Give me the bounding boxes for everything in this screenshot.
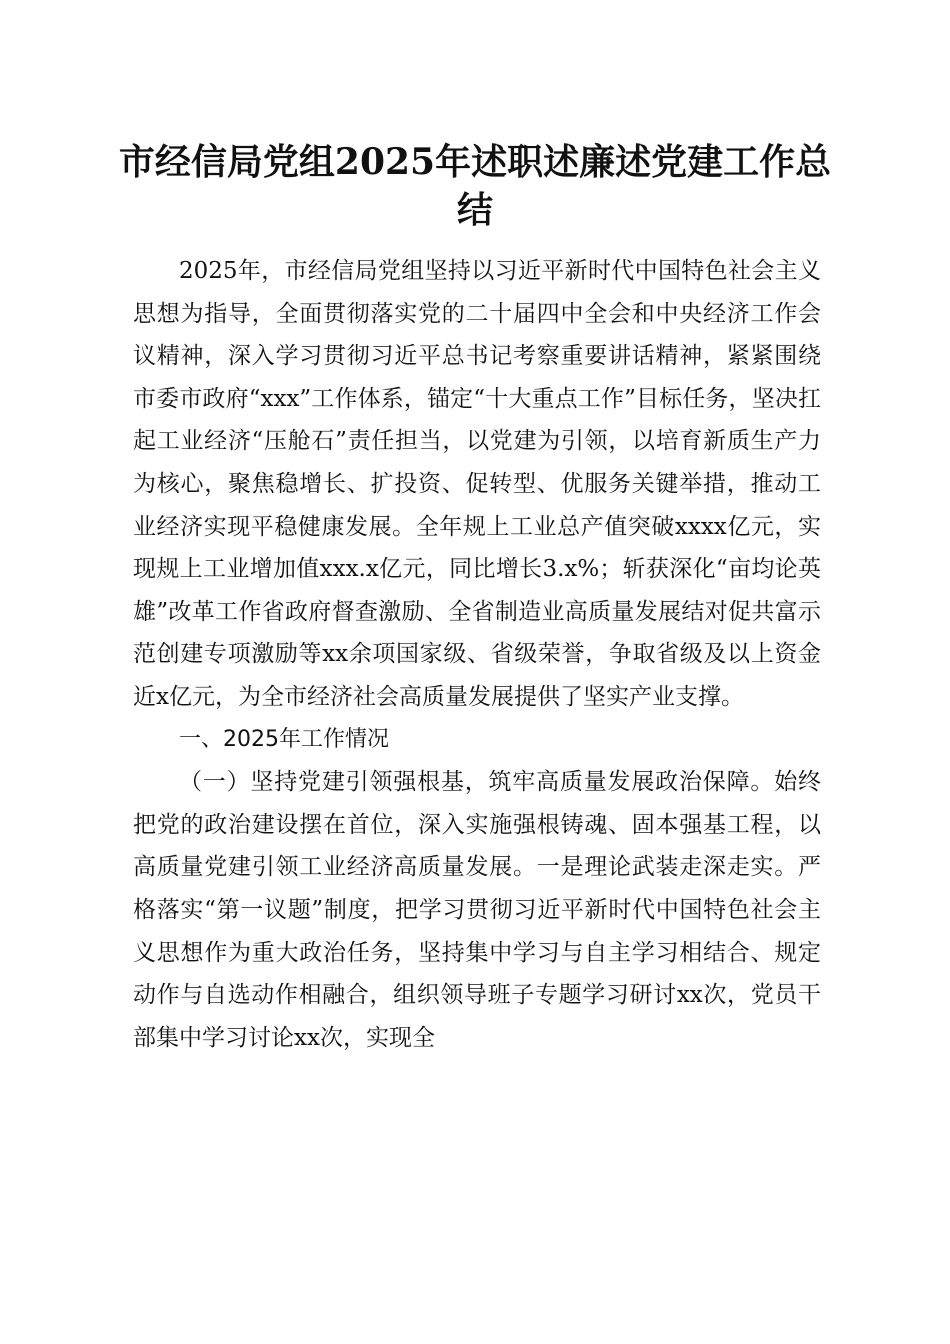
document-body xyxy=(133,250,821,1059)
subsection-1-heading: （一）坚持党建引领强根基，筑牢高质量发展政治保障。 xyxy=(179,769,775,796)
section-1-heading: 一、2025年工作情况 xyxy=(179,726,389,752)
document-title: 市经信局党组2025年述职述廉述党建工作总结 xyxy=(118,141,832,231)
subsection-1-body: 始终把党的政治建设摆在首位，深入实施强根铸魂、固本强基工程，以高质量党建引领工业经济高质量发展。一是理论武装走深走实。严格落实“第一议题”制度，把学习贯彻习近平新时代中国特色社会主义思想作为重大政治任务，坚持集中学习与自主学习相结合、规定动作与自选动作相融合，组织领导班子专题学习研讨xx次，党员干部集中学习讨论xx次，实现全 xyxy=(133,769,822,1051)
subsection-1-paragraph xyxy=(133,761,821,1059)
intro-paragraph: 2025年，市经信局党组坚持以习近平新时代中国特色社会主义思想为指导，全面贯彻落实党的二十届四中全会和中央经济工作会议精神，深入学习贯彻习近平总书记考察重要讲话精神，紧紧围绕市委市政府“xxx”工作体系，锚定“十大重点工作”目标任务，坚决扛起工业经济“压舱石”责任担当，以党建为引领，以培育新质生产力为核心，聚焦稳增长、扩投资、促转型、优服务关键举措，推动工业经济实现平稳健康发展。全年规上工业总产值突破xxxx亿元，实现规上工业增加值xxx.x亿元，同比增长3.x%；斩获深化“亩均论英雄”改革工作省政府督查激励、全省制造业高质量发展结对促共富示范创建专项激励等xx余项国家级、省级荣誉，争取省级及以上资金近x亿元，为全市经济社会高质量发展提供了坚实产业支撑。 xyxy=(133,258,821,710)
